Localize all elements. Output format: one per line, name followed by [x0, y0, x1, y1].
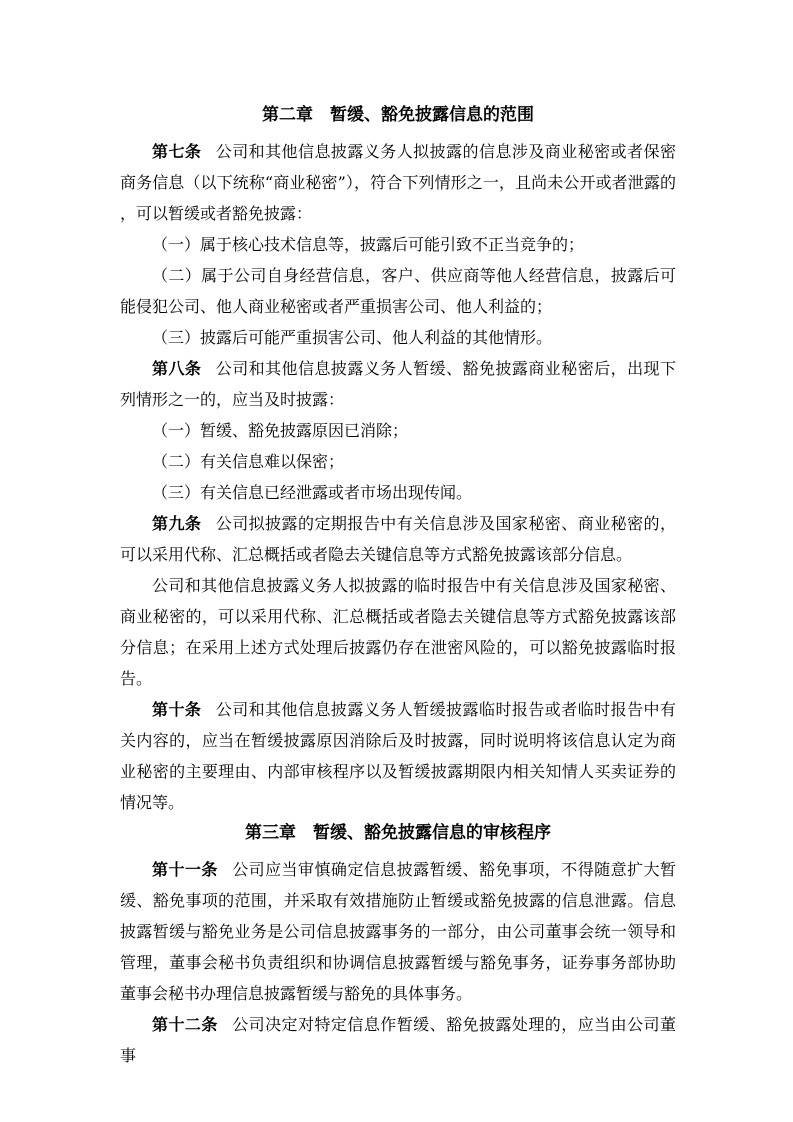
article-paragraph [120, 353, 676, 415]
body-paragraph: 公司和其他信息披露义务人拟披露的临时报告中有关信息涉及国家秘密、商业秘密的，可以采用代称、汇总概括或者隐去关键信息等方式豁免披露该部分信息；在采用上述方式处理后披露仍存在泄密风险的，可以豁免披露临时报告。 [120, 576, 676, 688]
article-number: 第八条 [152, 359, 202, 378]
article-paragraph [120, 854, 676, 1009]
article-number: 第七条 [152, 142, 202, 161]
list-item-paragraph: （三）有关信息已经泄露或者市场出现传闻。 [152, 483, 473, 502]
article-number: 第九条 [152, 514, 202, 533]
article-text: 公司应当审慎确定信息披露暂缓、豁免事项，不得随意扩大暂缓、豁免事项的范围，并采取有效措施防止暂缓或豁免披露的信息泄露。信息披露暂缓与豁免业务是公司信息披露事务的一部分，由公司董事会统一领导和管理，董事会秘书负责组织和协调信息披露暂缓与豁免事务，证券事务部协助董事会秘书办理信息披露暂缓与豁免的具体事务。 [120, 860, 676, 1003]
chapter-title: 第二章 暂缓、豁免披露信息的范围 [262, 105, 534, 125]
list-item-paragraph: （二）有关信息难以保密； [152, 452, 345, 471]
list-item-paragraph: （一）属于核心技术信息等，披露后可能引致不正当竞争的； [152, 235, 585, 254]
list-item-paragraph: （三）披露后可能严重损害公司、他人利益的其他情形。 [152, 328, 553, 347]
chapter-title: 第三章 暂缓、豁免披露信息的审核程序 [245, 823, 551, 843]
article-paragraph [120, 508, 676, 570]
article-text: 公司拟披露的定期报告中有关信息涉及国家秘密、商业秘密的，可以采用代称、汇总概括或者隐去关键信息等方式豁免披露该部分信息。 [120, 514, 676, 564]
list-item-paragraph: （一）暂缓、豁免披露原因已消除； [152, 421, 409, 440]
article-paragraph [120, 136, 676, 229]
article-number: 第十一条 [152, 860, 218, 879]
list-item-paragraph: （二）属于公司自身经营信息，客户、供应商等他人经营信息，披露后可能侵犯公司、他人商业秘密或者严重损害公司、他人利益的； [120, 266, 676, 316]
article-paragraph [120, 694, 676, 818]
article-text: 公司决定对特定信息作暂缓、豁免披露处理的，应当由公司董事 [120, 1015, 676, 1065]
article-paragraph [120, 1009, 676, 1071]
article-text: 公司和其他信息披露义务人暂缓披露临时报告或者临时报告中有关内容的，应当在暂缓披露原因消除后及时披露，同时说明将该信息认定为商业秘密的主要理由、内部审核程序以及暂缓披露期限内相关知情人买卖证券的情况等。 [120, 700, 676, 812]
article-text: 公司和其他信息披露义务人暂缓、豁免披露商业秘密后，出现下列情形之一的，应当及时披露： [120, 359, 676, 409]
article-number: 第十条 [152, 700, 202, 719]
article-number: 第十二条 [152, 1015, 218, 1034]
document-body [120, 100, 676, 1071]
article-text: 公司和其他信息披露义务人拟披露的信息涉及商业秘密或者保密商务信息（以下统称“商业秘密”），符合下列情形之一，且尚未公开或者泄露的，可以暂缓或者豁免披露： [120, 142, 676, 223]
